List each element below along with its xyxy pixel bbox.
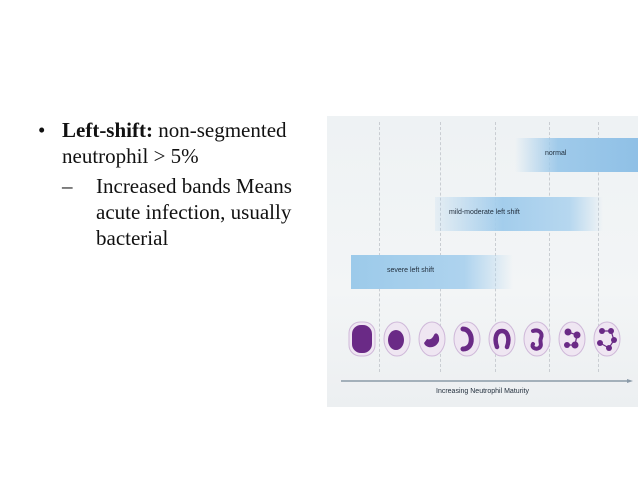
axis-label: Increasing Neutrophil Maturity	[436, 388, 529, 395]
subbullet-text: Increased bands Means acute infection, usually bacterial	[96, 174, 292, 250]
bullet-list	[38, 117, 328, 251]
bullet-marker: •	[38, 118, 46, 142]
neutrophil-cells-row	[345, 321, 635, 367]
hypersegmented-neutrophil-cell	[593, 321, 621, 357]
myelocyte-cell	[418, 321, 446, 357]
neutrophil-maturity-figure	[327, 116, 638, 407]
severe-left-shift-bar	[351, 255, 513, 289]
normal-label: normal	[545, 150, 567, 157]
normal-range-bar	[515, 138, 638, 172]
myeloblast-cell	[348, 321, 376, 357]
severe-left-shift-label: severe left shift	[387, 267, 435, 274]
segmented-neutrophil-cell-1	[523, 321, 551, 357]
bullet-left-shift	[38, 117, 328, 169]
mild-left-shift-bar	[435, 197, 603, 231]
promyelocyte-cell	[383, 321, 411, 357]
mild-left-shift-label: mild-moderate left shift	[449, 209, 520, 216]
bullet-term: Left-shift:	[62, 118, 153, 142]
band-cell	[488, 321, 516, 357]
subbullet-increased-bands	[38, 173, 328, 251]
maturity-axis-arrow	[341, 379, 633, 383]
bullet-text: non-segmented neutrophil > 5%	[62, 118, 287, 168]
metamyelocyte-cell	[453, 321, 481, 357]
subbullet-marker: –	[62, 174, 73, 198]
segmented-neutrophil-cell-2	[558, 321, 586, 357]
